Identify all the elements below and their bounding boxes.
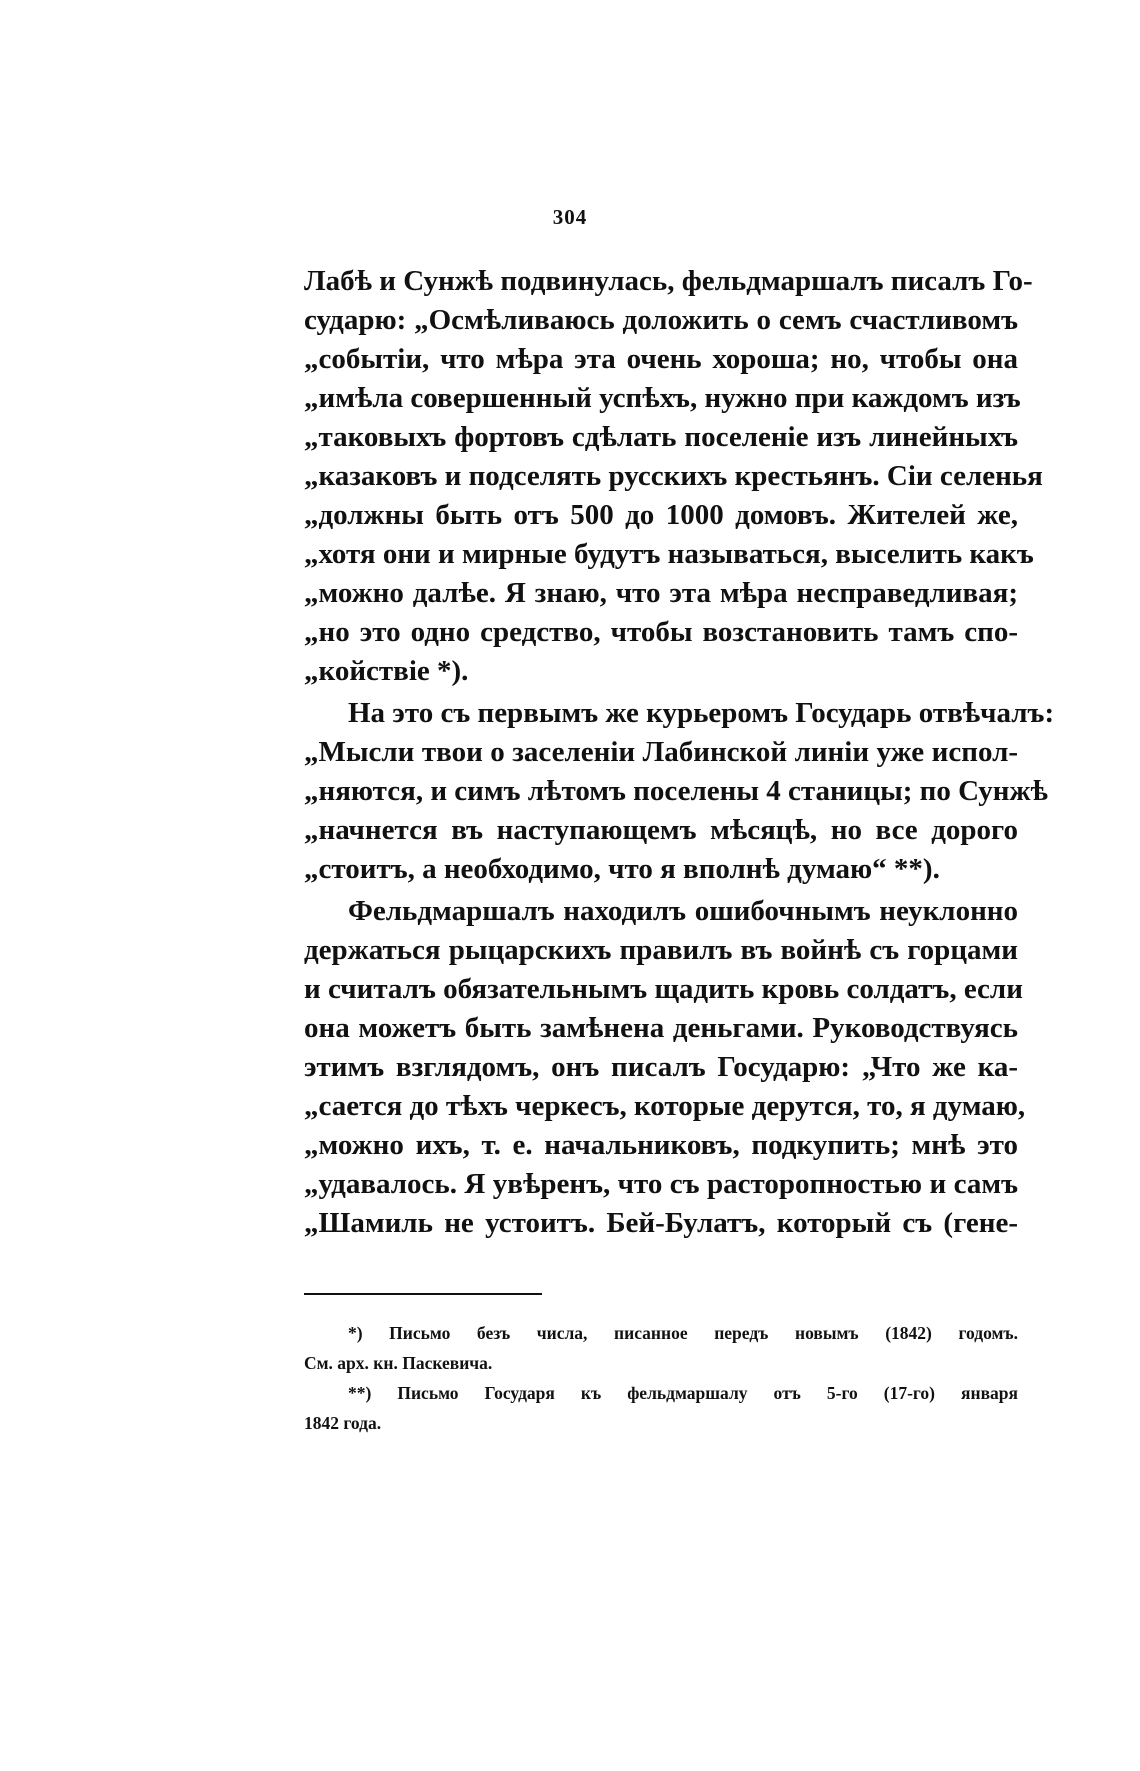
text-line: Лабѣ и Сунжѣ подвинулась, фельдмаршалъ писалъ Го-	[304, 265, 1033, 297]
text-line: „таковыхъ фортовъ сдѣлать поселеніе изъ линейныхъ	[304, 421, 1018, 453]
text-line: „удавалось. Я увѣренъ, что съ расторопностью и самъ	[304, 1168, 1018, 1200]
footnote-line: **) Письмо Государя къ фельдмаршалу отъ 5-го (17-го) января	[348, 1383, 1018, 1403]
text-line: На это съ первымъ же курьеромъ Государь отвѣчалъ:	[348, 697, 1055, 729]
paragraph-1	[304, 262, 1043, 691]
text-line: она можетъ быть замѣнена деньгами. Руководствуясь	[304, 1012, 1018, 1044]
text-line: „событіи, что мѣра эта очень хороша; но, чтобы она	[304, 343, 1018, 375]
text-line: „можно ихъ, т. е. начальниковъ, подкупить; мнѣ это	[304, 1129, 1018, 1161]
text-line: „няются, и симъ лѣтомъ поселены 4 станицы; по Сунжѣ	[304, 775, 1048, 807]
footnote-2	[304, 1378, 1018, 1438]
text-line: „но это одно средство, чтобы возстановить тамъ спо-	[304, 616, 1018, 648]
footnote-line: *) Письмо безъ числа, писанное передъ новымъ (1842) годомъ.	[348, 1323, 1018, 1343]
text-line: „начнется въ наступающемъ мѣсяцѣ, но все дорого	[304, 814, 1018, 846]
text-line: „койствіе *).	[304, 655, 469, 687]
footnotes	[304, 1318, 1018, 1438]
text-line: „Шамиль не устоитъ. Бей-Булатъ, который съ (гене-	[304, 1207, 1018, 1239]
page-number: 304	[552, 205, 588, 229]
footnote-line: 1842 года.	[304, 1413, 382, 1433]
text-line: „стоитъ, а необходимо, что я вполнѣ думаю“ **).	[304, 853, 940, 885]
paragraph-2	[304, 694, 1055, 889]
body-text	[304, 262, 1055, 1243]
text-line: сударю: „Осмѣливаюсь доложить о семъ счастливомъ	[304, 304, 1018, 336]
text-line: „должны быть отъ 500 до 1000 домовъ. Жителей же,	[304, 499, 1018, 531]
paragraph-3	[304, 892, 1026, 1243]
text-line: „казаковъ и подселять русскихъ крестьянъ. Сіи селенья	[304, 460, 1043, 492]
text-line: „хотя они и мирные будутъ называться, выселить какъ	[304, 538, 1034, 570]
text-line: Фельдмаршалъ находилъ ошибочнымъ неуклонно	[348, 895, 1018, 927]
footnote-rule	[304, 1293, 542, 1295]
footnote-line: См. арх. кн. Паскевича.	[304, 1353, 493, 1373]
text-line: „можно далѣе. Я знаю, что эта мѣра несправедливая;	[304, 577, 1018, 609]
text-line: и считалъ обязательнымъ щадить кровь солдатъ, если	[304, 973, 1023, 1005]
text-line: этимъ взглядомъ, онъ писалъ Государю: „Что же ка-	[304, 1051, 1018, 1083]
text-line: „имѣла совершенный успѣхъ, нужно при каждомъ изъ	[304, 382, 1021, 414]
text-line: „Мысли твои о заселеніи Лабинской линіи уже испол-	[304, 736, 1018, 768]
text-line: „сается до тѣхъ черкесъ, которые дерутся, то, я думаю,	[304, 1090, 1026, 1122]
footnote-1	[304, 1318, 1018, 1378]
text-line: держаться рыцарскихъ правилъ въ войнѣ съ горцами	[304, 934, 1018, 966]
